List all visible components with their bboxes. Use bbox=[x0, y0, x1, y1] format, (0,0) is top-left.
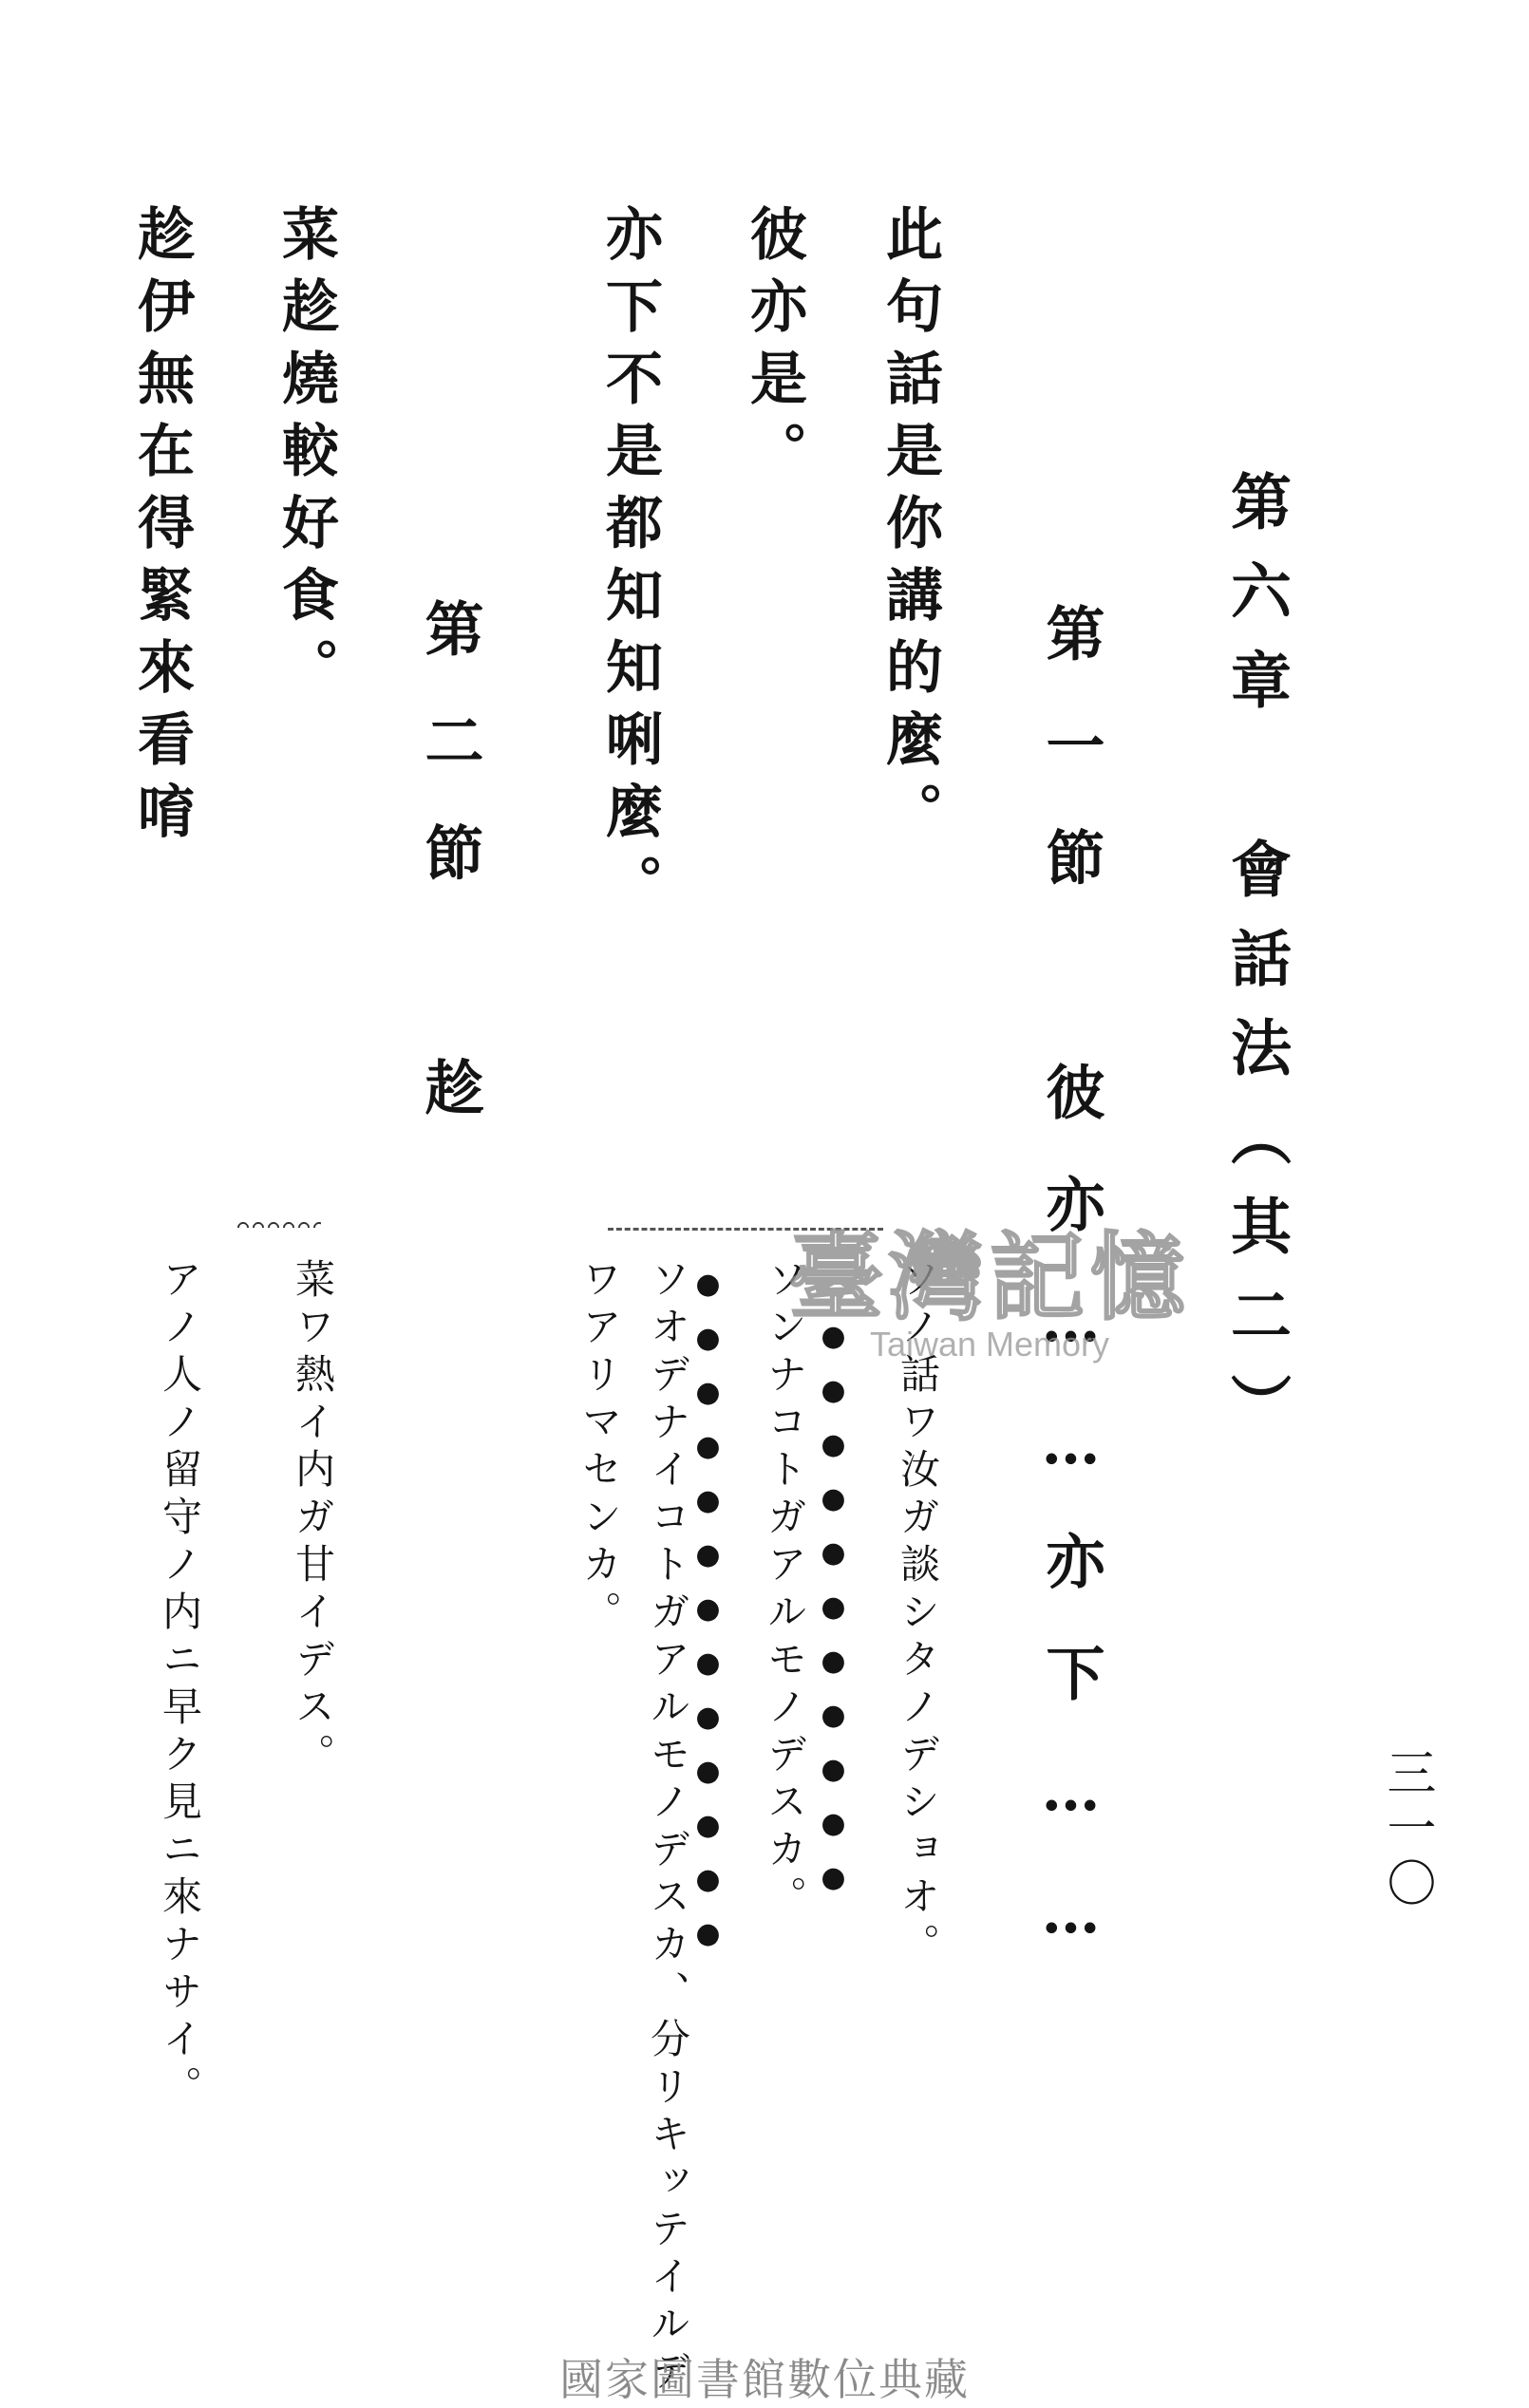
footer-caption: 國家圖書館數位典藏 bbox=[559, 2354, 970, 2405]
emphasis-dots-1: ●●●●●●●●●●● bbox=[817, 1320, 850, 1915]
section1-heading: 第一節 彼亦……亦下…… bbox=[1036, 603, 1105, 2000]
watermark-title: 臺灣記憶 bbox=[788, 1222, 1191, 1333]
section1-chinese-line-2: 彼亦是。 bbox=[741, 204, 807, 493]
watermark-subtitle: Taiwan Memory bbox=[869, 1325, 1110, 1364]
chapter-title: 第六章 會話法（其二） bbox=[1220, 470, 1292, 1462]
section2-japanese-line-2: アノ人ノ留守ノ内ニ早ク見ニ來ナサイ。 bbox=[157, 1258, 203, 2113]
emphasis-dots-2: ●●●●●●●●●●●●● bbox=[691, 1268, 725, 1971]
section1-japanese-line-3: ソオデナイコトガアルモノデスカ、分リキッテイルデ bbox=[645, 1258, 691, 2398]
section1-chinese-line-3: 亦下不是都知知唎麼。 bbox=[596, 204, 663, 926]
section1-japanese-line-2: ソンナコトガアルモノデスカ。 bbox=[762, 1258, 808, 1923]
section1-chinese-line-1: 此句話是你講的麼。 bbox=[877, 204, 943, 854]
section2-heading: 第二節 趁 bbox=[415, 598, 484, 1169]
section2-divider bbox=[236, 1218, 321, 1228]
section1-japanese-line-1: ソノ話ワ汝ガ談シタノデショオ。 bbox=[895, 1258, 941, 1970]
section1-japanese-line-4: ワアリマセンカ。 bbox=[576, 1258, 623, 1638]
section2-japanese-line-1: 菜ワ熱イ内ガ甘イデス。 bbox=[290, 1258, 336, 1780]
watermark-logo bbox=[788, 1201, 1191, 1364]
section2-chinese-line-1: 菜趁燒較好食。 bbox=[273, 204, 339, 709]
section2-chinese-line-2: 趁伊無在得緊來看唷 bbox=[128, 204, 195, 854]
page-number: 三一〇 bbox=[1378, 1747, 1435, 1912]
